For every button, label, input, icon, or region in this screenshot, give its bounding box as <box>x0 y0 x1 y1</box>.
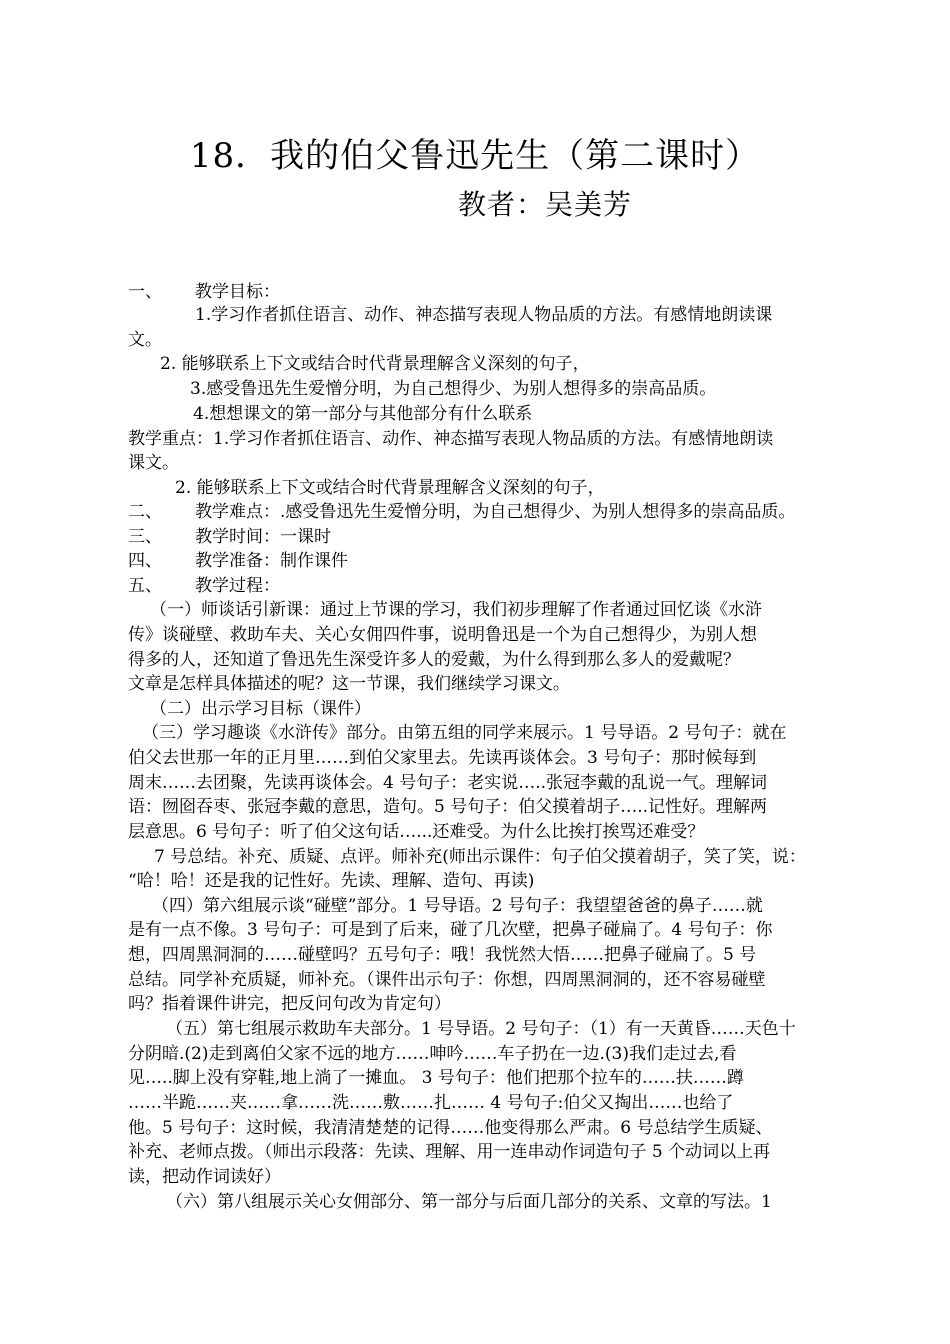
process-line: 是有一点不像。3 号句子：可是到了后来，碰了几次壁，把鼻子碰扁了。4 号句子：你 <box>128 920 773 940</box>
process-line: 7 号总结。补充、质疑、点评。师补充(师出示课件：句子伯父摸着胡子，笑了笑，说： <box>154 847 806 867</box>
section-number: 四、 <box>128 551 162 571</box>
section-label: 教学过程： <box>195 576 280 596</box>
key-point-2: 2. 能够联系上下文或结合时代背景理解含义深刻的句子， <box>175 478 605 498</box>
objective-4: 4.想想课文的第一部分与其他部分有什么联系 <box>193 404 533 424</box>
teacher-name: 教者：吴美芳 <box>458 188 633 221</box>
section-label: 教学准备：制作课件 <box>195 551 348 571</box>
process-line: （四）第六组展示谈“碰壁”部分。1 号导语。2 号句子：我望望爸爸的鼻子……就 <box>152 896 763 916</box>
objective-1-cont: 文。 <box>128 330 162 350</box>
objective-3: 3.感受鲁迅先生爱憎分明，为自己想得少、为别人想得多的崇高品质。 <box>190 379 717 399</box>
section-number: 一、 <box>128 282 162 302</box>
process-line: （一）师谈话引新课：通过上节课的学习，我们初步理解了作者通过回忆谈《水浒 <box>150 600 762 620</box>
lesson-title: 18．我的伯父鲁迅先生（第二课时） <box>189 136 761 176</box>
process-line: 得多的人，还知道了鲁迅先生深受许多人的爱戴，为什么得到那么多人的爱戴呢？ <box>128 650 740 670</box>
key-points-cont: 课文。 <box>128 453 179 473</box>
process-line: 传》谈碰壁、救助车夫、关心女佣四件事，说明鲁迅是一个为自己想得少，为别人想 <box>128 625 757 645</box>
section-number: 三、 <box>128 527 162 547</box>
process-line: ……半跪……夹……拿……洗……敷……扎…… 4 号句子:伯父又掏出……也给了 <box>128 1093 734 1113</box>
process-line: （六）第八组展示关心女佣部分、第一部分与后面几部分的关系、文章的写法。1 <box>166 1192 772 1212</box>
section-label: 教学难点：.感受鲁迅先生爱憎分明，为自己想得少、为别人想得多的崇高品质。 <box>195 502 796 522</box>
process-line: 他。5 号句子：这时候，我清清楚楚的记得……他变得那么严肃。6 号总结学生质疑、 <box>128 1118 773 1138</box>
process-line: （二）出示学习目标（课件） <box>150 699 371 719</box>
process-line: 文章是怎样具体描述的呢？这一节课，我们继续学习课文。 <box>128 674 570 694</box>
process-line: 想，四周黑洞洞的……碰壁吗？五号句子：哦！我恍然大悟……把鼻子碰扁了。5 号 <box>128 945 757 965</box>
process-line: 总结。同学补充质疑，师补充。（课件出示句子：你想，四周黑洞洞的，还不容易碰壁 <box>128 970 766 990</box>
process-line: （五）第七组展示救助车夫部分。1 号导语。2 号句子：（1）有一天黄昏……天色十 <box>166 1019 796 1039</box>
process-line: 读，把动作词读好） <box>128 1167 281 1187</box>
section-label: 教学时间：一课时 <box>195 527 331 547</box>
process-line: 吗？指着课件讲完，把反问句改为肯定句） <box>128 994 451 1014</box>
process-line: 周末……去团聚，先读再谈体会。4 号句子：老实说…..张冠李戴的乱说一气。理解词 <box>128 773 768 793</box>
process-line: 语：囫囵吞枣、张冠李戴的意思，造句。5 号句子：伯父摸着胡子…..记性好。理解两 <box>128 797 768 817</box>
process-line: 伯父去世那一年的正月里……到伯父家里去。先读再谈体会。3 号句子：那时候每到 <box>128 748 757 768</box>
process-line: 见…..脚上没有穿鞋,地上淌了一摊血。 3 号句子：他们把那个拉车的……扶……蹲 <box>128 1068 744 1088</box>
process-line: 层意思。6 号句子：听了伯父这句话…...还难受。为什么比挨打挨骂还难受？ <box>128 822 705 842</box>
section-label: 教学目标： <box>195 282 280 302</box>
process-line: 分阴暗.(2)走到离伯父家不远的地方……呻吟……车子扔在一边.(3)我们走过去,看 <box>128 1044 737 1064</box>
process-line: “哈！哈！还是我的记性好。先读、理解、造句、再读) <box>128 871 535 891</box>
process-line: （三）学习趣谈《水浒传》部分。由第五组的同学来展示。1 号导语。2 号句子：就在 <box>142 723 787 743</box>
objective-2: 2. 能够联系上下文或结合时代背景理解含义深刻的句子， <box>160 354 590 374</box>
section-number: 二、 <box>128 502 162 522</box>
objective-1: 1.学习作者抓住语言、动作、神态描写表现人物品质的方法。有感情地朗读课 <box>195 305 773 325</box>
key-points: 教学重点：1.学习作者抓住语言、动作、神态描写表现人物品质的方法。有感情地朗读 <box>128 429 774 449</box>
section-number: 五、 <box>128 576 162 596</box>
process-line: 补充、老师点拨。（师出示段落：先读、理解、用一连串动作词造句子 5 个动词以上再 <box>128 1142 771 1162</box>
